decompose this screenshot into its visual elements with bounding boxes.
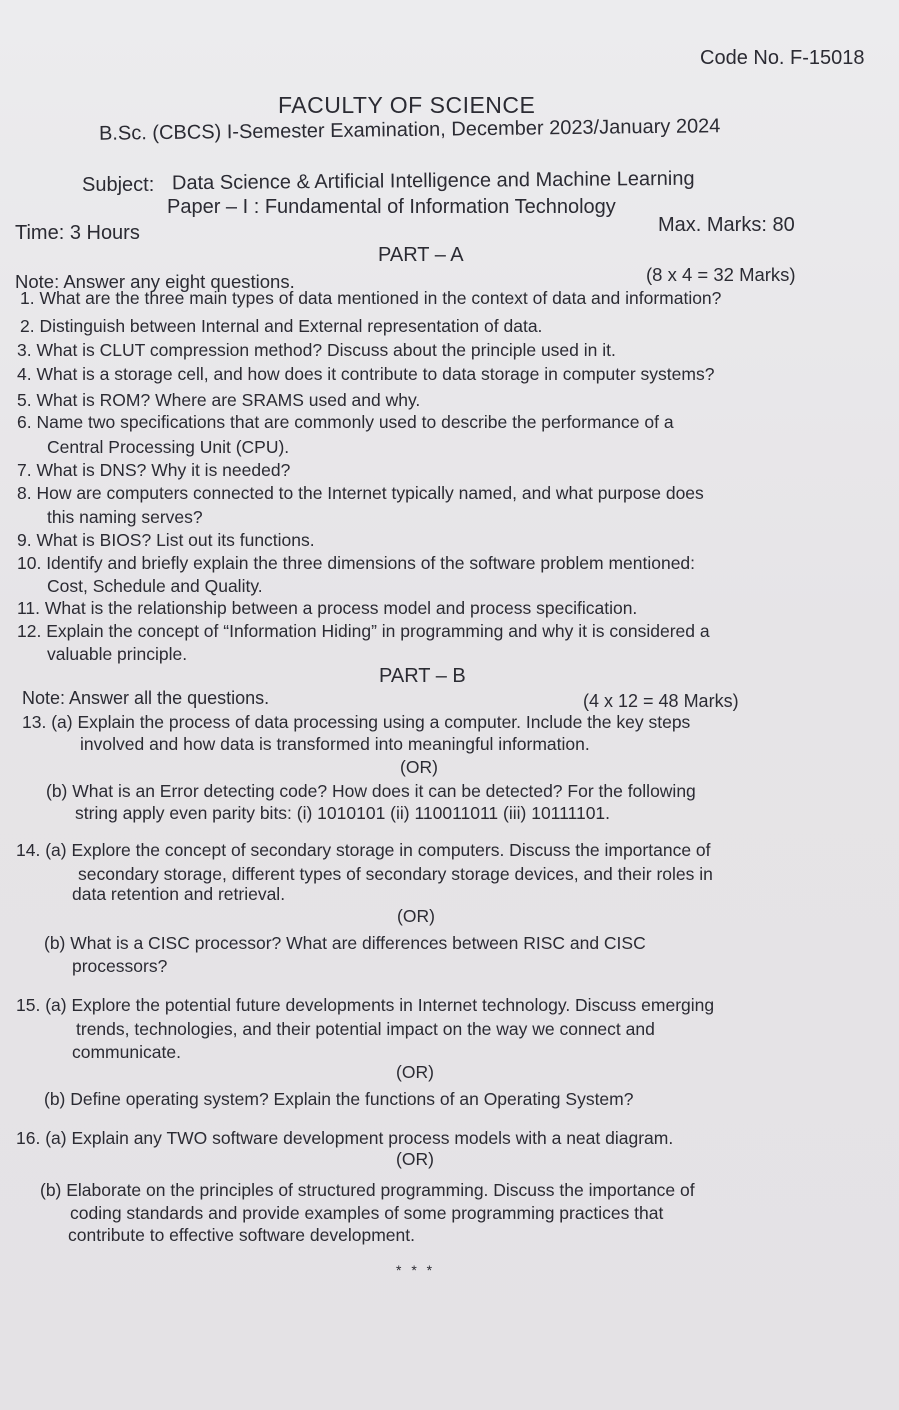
question-line: 15. (a) Explore the potential future developments in Internet technology. Discuss emerging: [16, 995, 715, 1015]
question-line: 14. (a) Explore the concept of secondary storage in computers. Discuss the importance of: [16, 840, 711, 860]
question-line: 6. Name two specifications that are commonly used to describe the performance of a: [17, 412, 674, 432]
question-line: 8. How are computers connected to the Internet typically named, and what purpose does: [17, 483, 704, 503]
code-number: Code No. F-15018: [700, 47, 865, 69]
or-separator: (OR): [397, 906, 435, 926]
end-of-paper-mark: * * *: [396, 1262, 436, 1278]
part-b-note: Note: Answer all the questions.: [22, 688, 270, 708]
question-line: 5. What is ROM? Where are SRAMS used and why.: [17, 390, 421, 410]
exam-title: B.Sc. (CBCS) I-Semester Examination, December 2023/January 2024: [98, 115, 721, 145]
question-line: data retention and retrieval.: [72, 884, 286, 904]
subject-name: Data Science & Artificial Intelligence and Machine Learning: [171, 167, 695, 195]
question-line: processors?: [72, 956, 168, 976]
question-line: Central Processing Unit (CPU).: [47, 437, 290, 457]
question-line: coding standards and provide examples of some programming practices that: [70, 1203, 664, 1223]
question-line: 16. (a) Explain any TWO software development process models with a neat diagram.: [16, 1128, 674, 1148]
question-line: 7. What is DNS? Why it is needed?: [17, 460, 291, 480]
question-line: 13. (a) Explain the process of data processing using a computer. Include the key steps: [22, 712, 691, 732]
question-line: Cost, Schedule and Quality.: [47, 576, 263, 596]
question-line: 3. What is CLUT compression method? Discuss about the principle used in it.: [17, 340, 616, 360]
or-separator: (OR): [400, 757, 438, 777]
question-line: 10. Identify and briefly explain the three dimensions of the software problem mentioned:: [17, 553, 696, 573]
max-marks: Max. Marks: 80: [658, 214, 795, 236]
or-separator: (OR): [396, 1149, 434, 1169]
part-b-marks: (4 x 12 = 48 Marks): [583, 691, 739, 711]
part-a-title: PART – A: [378, 244, 464, 266]
question-line: (b) What is a CISC processor? What are differences between RISC and CISC: [44, 933, 646, 953]
question-line: involved and how data is transformed into meaningful information.: [80, 734, 590, 754]
question-line: 9. What is BIOS? List out its functions.: [17, 530, 315, 550]
question-line: 1. What are the three main types of data mentioned in the context of data and information?: [20, 288, 722, 308]
question-line: 12. Explain the concept of “Information Hiding” in programming and why it is considered a: [17, 621, 710, 641]
question-line: 2. Distinguish between Internal and External representation of data.: [20, 316, 543, 336]
question-line: 11. What is the relationship between a process model and process specification.: [17, 598, 638, 618]
question-line: communicate.: [72, 1042, 181, 1062]
part-a-marks: (8 x 4 = 32 Marks): [646, 264, 796, 285]
question-line: (b) Elaborate on the principles of structured programming. Discuss the importance of: [40, 1180, 695, 1200]
question-line: (b) What is an Error detecting code? How does it can be detected? For the following: [46, 781, 696, 801]
question-line: (b) Define operating system? Explain the functions of an Operating System?: [44, 1089, 634, 1109]
question-line: this naming serves?: [47, 507, 203, 527]
part-a-note: Note: Answer any eight questions.: [15, 271, 295, 292]
part-b-title: PART – B: [379, 665, 466, 687]
or-separator: (OR): [396, 1062, 434, 1082]
question-line: 4. What is a storage cell, and how does it contribute to data storage in computer systems?: [17, 364, 715, 384]
faculty-title: FACULTY OF SCIENCE: [278, 92, 536, 118]
paper-title: Paper – I : Fundamental of Information Technology: [167, 196, 616, 218]
question-line: contribute to effective software development.: [68, 1225, 415, 1245]
question-line: secondary storage, different types of secondary storage devices, and their roles in: [78, 864, 713, 884]
time-allowed: Time: 3 Hours: [15, 222, 140, 244]
subject-label: Subject:: [82, 174, 155, 196]
question-line: string apply even parity bits: (i) 1010101 (ii) 110011011 (iii) 10111101.: [75, 803, 611, 823]
question-line: trends, technologies, and their potential impact on the way we connect and: [76, 1019, 655, 1039]
question-line: valuable principle.: [47, 644, 188, 664]
